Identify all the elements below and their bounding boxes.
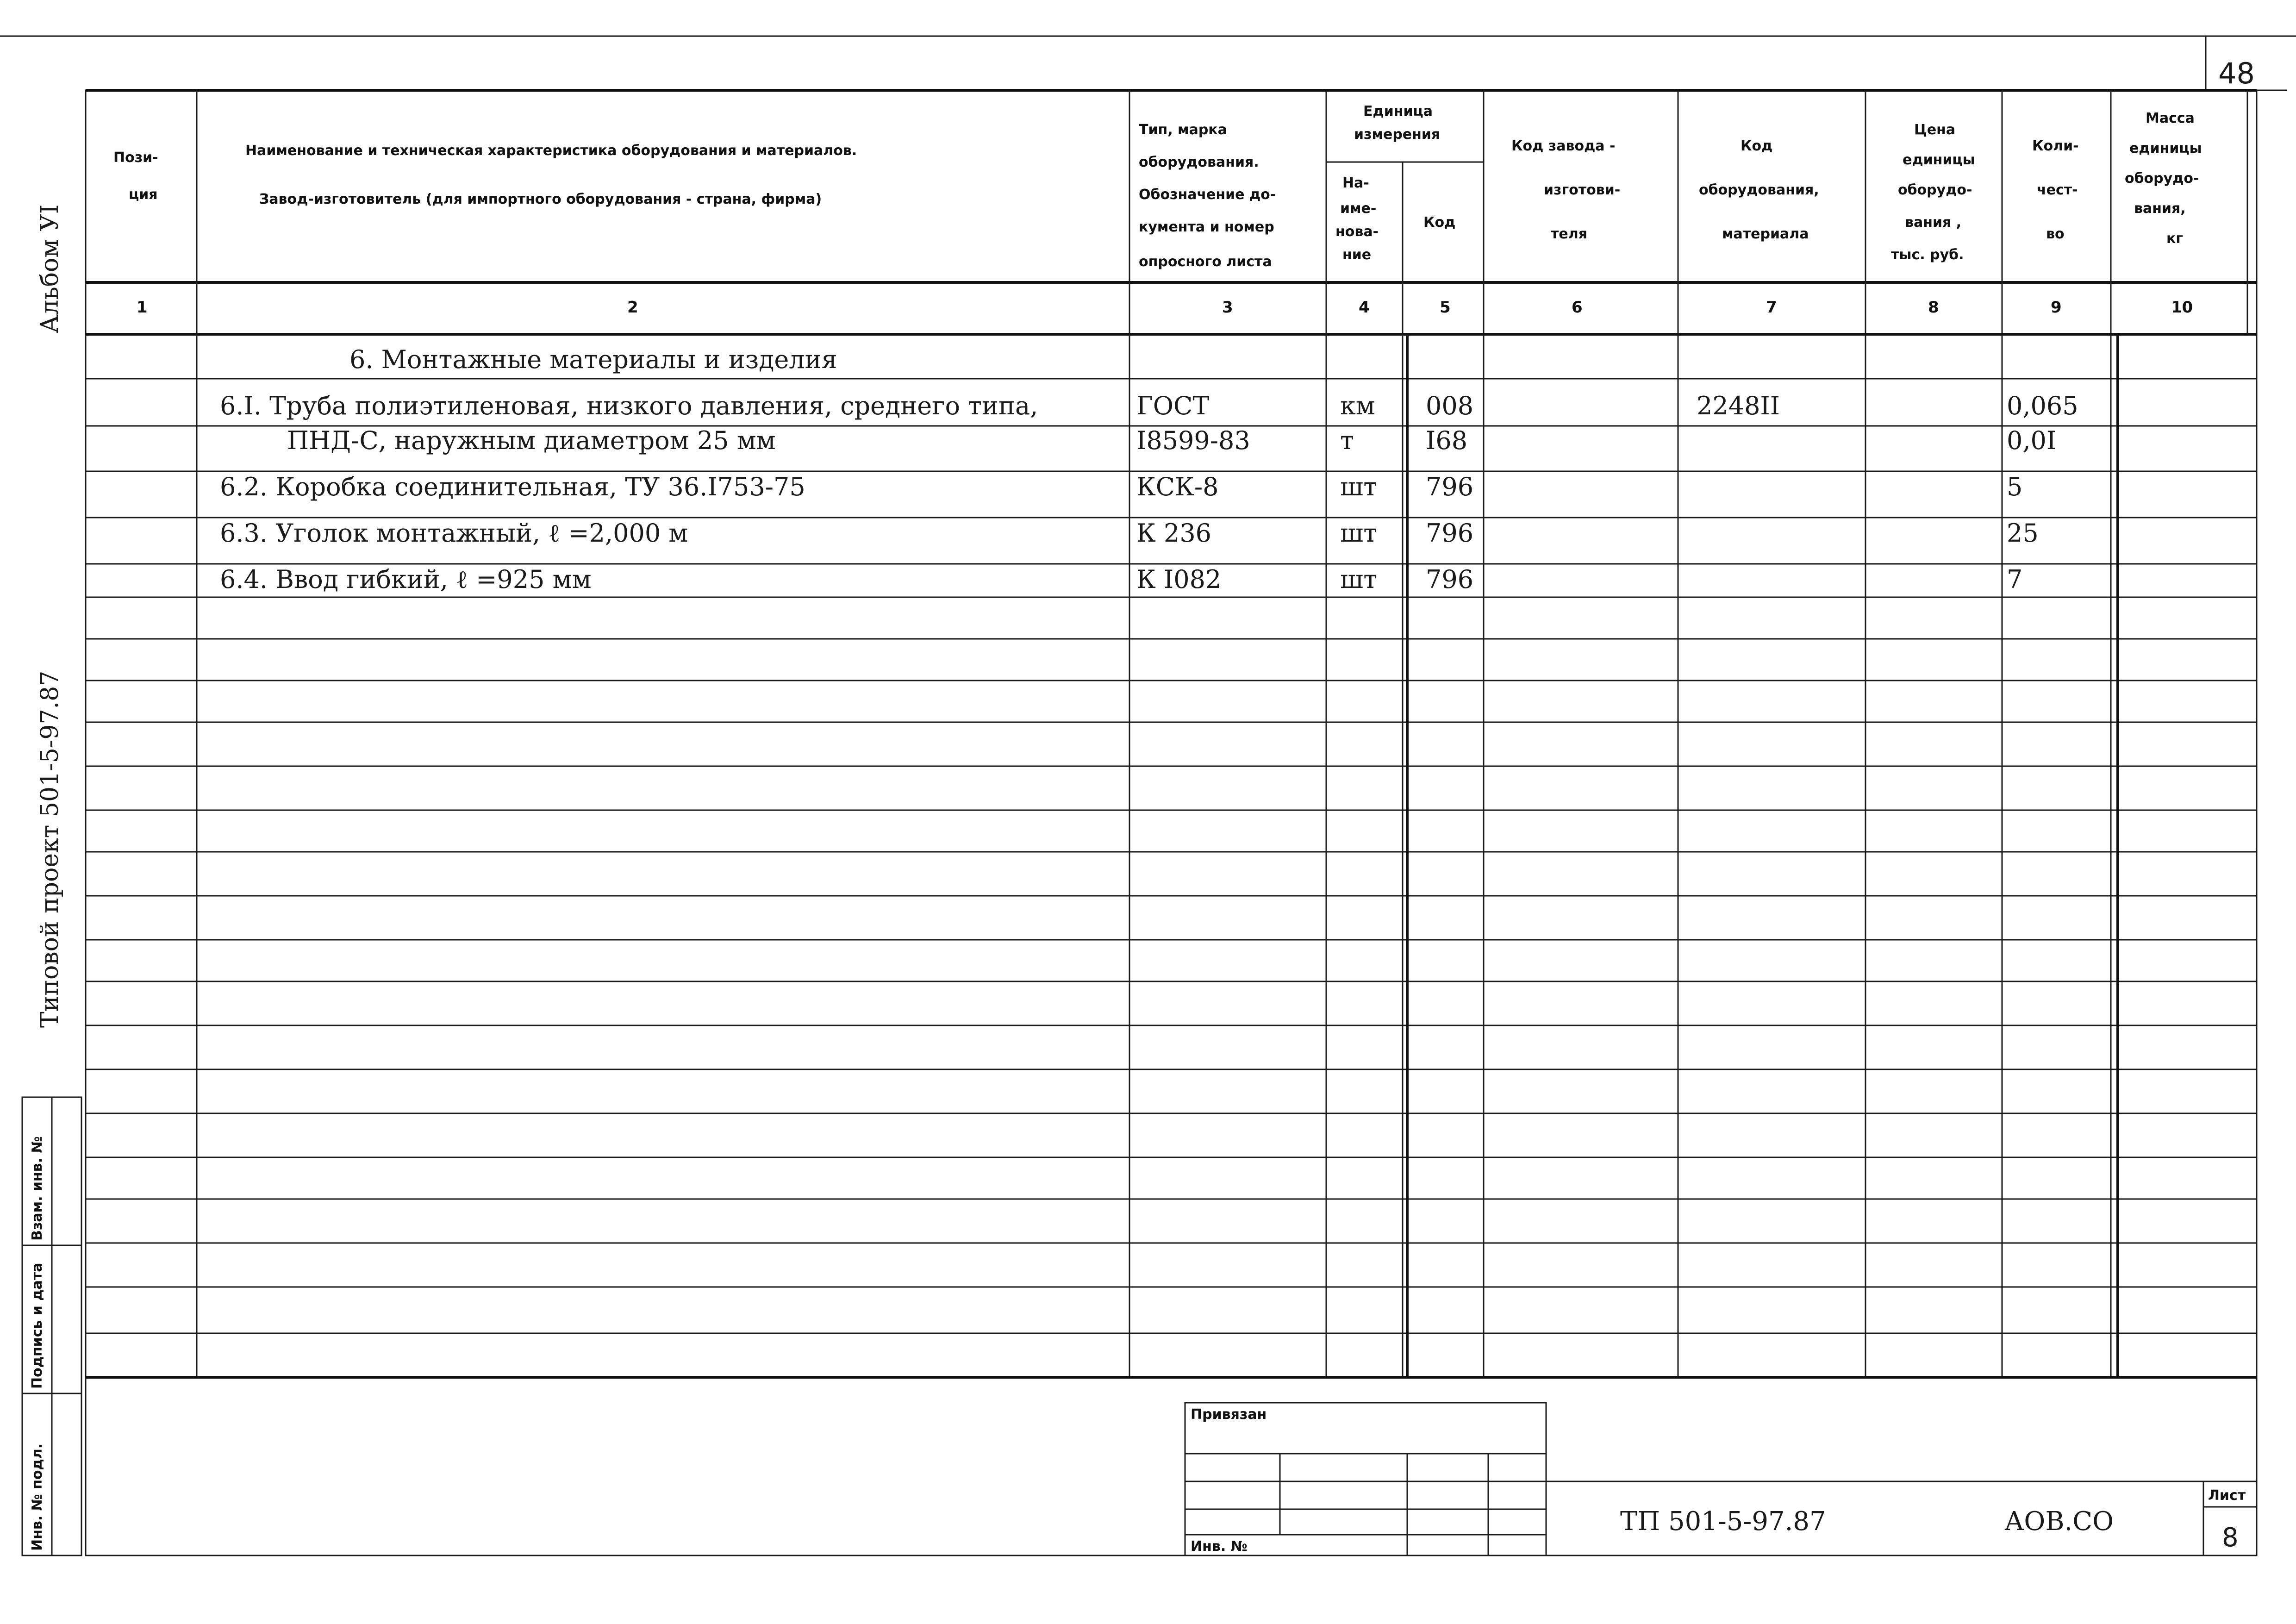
row-3-name: 6.2. Коробка соединительная, ТУ 36.I753-75 (220, 472, 805, 501)
colnum-2: 2 (627, 298, 638, 317)
hdr-col4-line1: На- (1342, 175, 1369, 191)
row-2-code: I68 (1426, 426, 1468, 455)
inv-no-label: Инв. № (1191, 1538, 1248, 1555)
hdr-col3-line1: Тип, марка (1139, 122, 1227, 138)
hdr-col1-line2: ция (129, 187, 158, 203)
hdr-col9-line1: Коли- (2032, 138, 2079, 154)
hdr-col7-line1: Код (1741, 138, 1773, 154)
hdr-col4-line4: ние (1342, 247, 1372, 263)
row-1-name: 6.I. Труба полиэтиленовая, низкого давления, среднего типа, (220, 391, 1038, 420)
row-1-code: 008 (1426, 391, 1474, 420)
hdr-col4-line3: нова- (1335, 224, 1379, 240)
row-1-qty: 0,065 (2007, 391, 2078, 420)
hdr-col7-line3: материала (1722, 226, 1809, 242)
hdr-col6-line1: Код завода - (1511, 138, 1616, 154)
row-0-name: 6. Монтажные материалы и изделия (349, 345, 837, 374)
hdr-col10-line5: кг (2166, 231, 2184, 247)
row-4-unit: шт (1340, 518, 1378, 548)
table-header (86, 90, 2257, 1377)
row-5-unit: шт (1340, 565, 1378, 594)
hdr-col3-line3: Обозначение до- (1139, 187, 1276, 203)
row-3-unit: шт (1340, 472, 1378, 501)
page-number: 48 (2218, 56, 2255, 90)
colnum-6: 6 (1572, 298, 1583, 317)
hdr-col8-line4: вания , (1905, 214, 1962, 231)
row-2-name: ПНД-С, наружным диаметром 25 мм (287, 426, 776, 455)
sheet-label: Лист (2208, 1487, 2246, 1504)
hdr-col6-line2: изготови- (1544, 182, 1621, 198)
row-3-qty: 5 (2007, 472, 2023, 501)
row-4-name: 6.3. Уголок монтажный, ℓ =2,000 м (220, 518, 688, 548)
colnum-9: 9 (2051, 298, 2062, 317)
privyazan-label: Привязан (1191, 1406, 1267, 1423)
doc-code: ТП 501-5-97.87 (1620, 1506, 1826, 1537)
row-4-qty: 25 (2007, 518, 2039, 548)
hdr-col10-line4: вания, (2134, 200, 2186, 217)
colnum-10: 10 (2171, 298, 2193, 317)
colnum-3: 3 (1222, 298, 1233, 317)
hdr-col3-line4: кумента и номер (1139, 219, 1274, 235)
colnum-8: 8 (1928, 298, 1939, 317)
album-label: Альбом УI (36, 204, 64, 333)
colnum-7: 7 (1766, 298, 1777, 317)
colnum-4: 4 (1359, 298, 1370, 317)
hdr-col5: Код (1423, 214, 1456, 231)
hdr-col45-line1: Единица (1363, 103, 1433, 119)
row-5-name: 6.4. Ввод гибкий, ℓ =925 мм (220, 565, 592, 594)
hdr-col8-line1: Цена (1914, 122, 1956, 138)
stamp-podpis: Подпись и дата (29, 1262, 45, 1389)
row-1-unit: км (1340, 391, 1375, 420)
row-5-code: 796 (1426, 565, 1474, 594)
hdr-col6-line3: теля (1551, 226, 1587, 242)
row-2-type: I8599-83 (1136, 426, 1250, 455)
row-5-type: К I082 (1136, 565, 1222, 594)
row-1-equip-code: 2248II (1697, 391, 1780, 420)
stamp-vzam: Взам. инв. № (29, 1136, 45, 1241)
stamp-inv-podl: Инв. № подл. (29, 1443, 45, 1551)
hdr-col45-line2: измерения (1354, 126, 1441, 143)
hdr-col10-line2: единицы (2129, 140, 2202, 156)
hdr-col7-line2: оборудования, (1699, 182, 1819, 198)
doc-mark: АОВ.СО (2004, 1506, 2114, 1537)
row-1-type: ГОСТ (1136, 391, 1210, 420)
sheet-number: 8 (2222, 1523, 2239, 1553)
hdr-col2-line1: Наименование и техническая характеристика оборудования и материалов. (245, 143, 857, 159)
hdr-col8-line2: единицы (1903, 152, 1975, 168)
row-3-code: 796 (1426, 472, 1474, 501)
hdr-col4-line2: име- (1340, 200, 1377, 217)
hdr-col3-line2: оборудования. (1139, 154, 1259, 170)
row-3-type: КСК-8 (1136, 472, 1219, 501)
colnum-5: 5 (1440, 298, 1451, 317)
colnum-1: 1 (137, 298, 148, 317)
row-5-qty: 7 (2007, 565, 2023, 594)
hdr-col8-line5: тыс. руб. (1891, 247, 1964, 263)
hdr-col8-line3: оборудо- (1898, 182, 1972, 198)
hdr-col9-line2: чест- (2037, 182, 2078, 198)
row-2-qty: 0,0I (2007, 426, 2057, 455)
row-4-code: 796 (1426, 518, 1474, 548)
hdr-col10-line1: Масса (2146, 110, 2195, 126)
hdr-col9-line3: во (2046, 226, 2065, 242)
hdr-col1-line1: Пози- (113, 150, 158, 166)
row-2-unit: т (1340, 426, 1354, 455)
hdr-col3-line5: опросного листа (1139, 254, 1272, 270)
project-label: Типовой проект 501-5-97.87 (36, 670, 64, 1028)
hdr-col2-line2: Завод-изготовитель (для импортного оборудования - страна, фирма) (259, 191, 822, 207)
hdr-col10-line3: оборудо- (2125, 170, 2199, 187)
row-4-type: К 236 (1136, 518, 1212, 548)
left-stamp-strip (22, 1097, 81, 1555)
